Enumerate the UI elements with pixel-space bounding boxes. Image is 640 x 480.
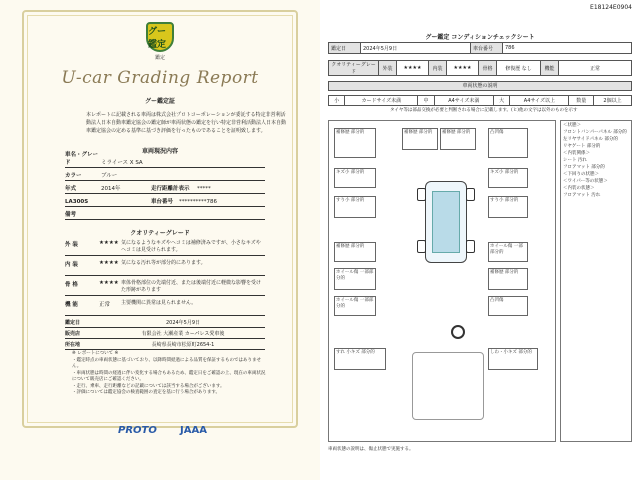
inspection-date-value: 2024年5月9日 (165, 320, 201, 326)
wheel-icon (417, 188, 426, 201)
grade-rating: ★★★★ (99, 240, 119, 246)
grade-label: 内 装 (65, 262, 78, 268)
diagram-note: ホイール傷 一部部分的 (334, 296, 376, 316)
diagram-note: 補修歴 部分的 (488, 268, 528, 290)
badge-text: グー鑑定 (148, 27, 167, 50)
certificate-subtitle: グー鑑定証 (144, 98, 175, 105)
report-notes (72, 351, 268, 397)
mileage-value: ***** (197, 186, 211, 192)
diagram-note: すれ 小キズ 部分的 (334, 348, 386, 370)
diagram-note: 凸凹傷 (488, 296, 528, 316)
condition-check-sheet (320, 0, 640, 480)
steering-wheel-icon (451, 325, 465, 339)
note-item: ・鑑定時点の車両状態に基づいており、以降時間経過による品質を保証するものではありません。 (72, 357, 261, 369)
size-legend-table (328, 95, 632, 106)
size-cell: 2個以上 (594, 96, 632, 106)
address-row (65, 340, 265, 350)
size-cell: A4サイズ以上 (510, 96, 569, 106)
year-label: 年式 (65, 186, 77, 192)
grade-note: 車体骨格部位の先端付近、または後端付近に軽微な影響を受けた形跡があります (121, 280, 262, 293)
grade-label: 機 能 (65, 302, 78, 308)
grade-rating: ★★★★ (99, 280, 119, 286)
sheet-chassis-value: 786 (503, 43, 632, 54)
condition-note: シート 汚れ (563, 158, 587, 163)
jaaa-logo: JAAA (180, 425, 207, 436)
report-title: U-car Grading Report (61, 68, 259, 88)
grade-rating: 正常 (99, 302, 111, 308)
quality-grade-table (328, 60, 632, 76)
grade-row-interior (65, 258, 265, 276)
proto-logo: PROTO (118, 425, 157, 436)
note-item: ・評価については鑑定協会の検査範囲の査定を基に行う場合があります。 (72, 390, 221, 395)
remarks-row (65, 208, 265, 220)
sheet-footer: 車両状態の説明は、傷止状態で実施する。 (328, 447, 414, 452)
wheel-icon (417, 240, 426, 253)
function-value: 正常 (559, 61, 632, 76)
diagram-note: すり小 部分的 (488, 196, 528, 218)
grade-rating: ★★★★ (99, 260, 119, 266)
diagram-note: ホイール傷 一部部分的 (488, 242, 528, 262)
quality-section-title: クオリティーグレード (130, 230, 190, 237)
diagram-note: 補修歴 部分的 (334, 242, 376, 262)
shop-label: 販売店 (65, 331, 81, 337)
note-item: ・車両状態は時間の経過に伴い変化する場合もあるため、鑑定日をご確認の上、現在の車両状況について販売店にご確認ください。 (72, 370, 266, 382)
quality-grade-label: クオリティーグレード (329, 61, 379, 76)
year-row (65, 182, 265, 194)
interior-rating: ★★★★ (447, 61, 479, 76)
condition-note: ＜状態＞ (563, 123, 581, 128)
car-interior-view-icon (412, 352, 484, 420)
grade-note: 主要機関に異常は見られません。 (121, 300, 197, 306)
size-cell: 小 (329, 96, 345, 106)
vehicle-section-title: 車両現況内容 (141, 148, 178, 155)
diagram-note: 凸凹傷 (488, 128, 528, 158)
color-row (65, 169, 265, 181)
condition-note: ＜内装関係＞ (563, 151, 590, 156)
size-cell: 中 (418, 96, 434, 106)
condition-note: フロアマット 汚れ (563, 193, 601, 198)
diagram-note: キズ小 部分的 (488, 168, 528, 188)
vehicle-name-row (65, 152, 265, 168)
condition-notes-column (560, 120, 632, 442)
notes-title: ※ レポートについて ※ (72, 351, 119, 356)
color-value: ブルー (101, 173, 118, 179)
model-row (65, 195, 265, 207)
grade-row-exterior (65, 238, 265, 256)
wheel-icon (466, 240, 475, 253)
grade-row-frame (65, 278, 265, 296)
mileage-label: 走行距離計表示 (151, 186, 190, 192)
year-value: 2014年 (101, 186, 121, 192)
wheel-icon (466, 188, 475, 201)
condition-note: ＜ワイパー等の状態＞ (563, 179, 608, 184)
grade-label: 骨 格 (65, 282, 78, 288)
size-cell: A4サイズ未満 (434, 96, 493, 106)
legend-title: 車両状態の説明 (328, 81, 632, 91)
color-label: カラー (65, 173, 82, 179)
remarks-label: 備考 (65, 212, 77, 218)
vehicle-name-value: ミライース X SA (101, 160, 143, 166)
shop-value: 有限会社 大瀬産業 カーパレス愛車後 (141, 331, 225, 337)
sheet-header-table (328, 42, 632, 54)
certificate-intro: 本レポートに記載される車両は株式会社プロトコーポレーションが委託する特定非営利活動法人日本自動車鑑定協会の鑑定師が車両状態の鑑定を行い特定非営利活動法人日本自動車鑑定協会の定める基準に基づき評価を行ったものであることを証明致します。 (86, 112, 287, 134)
sheet-date-label: 鑑定日 (329, 43, 361, 54)
shop-row (65, 329, 265, 339)
diagram-note: 補修歴 部分的 (334, 128, 376, 158)
condition-note: ＜内装の状態＞ (563, 186, 595, 191)
exterior-rating: ★★★★ (397, 61, 429, 76)
function-label: 機能 (541, 61, 559, 76)
diagram-note: しわ・小キズ 部分的 (488, 348, 538, 370)
address-label: 所在地 (65, 342, 81, 348)
sheet-chassis-label: 車台番号 (471, 43, 503, 54)
diagram-note: ホイール傷 一部部分的 (334, 268, 376, 290)
condition-note: リヤゲート 部分的 (563, 144, 601, 149)
frame-value: 修復歴 なし (497, 61, 541, 76)
size-cell: 大 (493, 96, 509, 106)
exterior-label: 外装 (379, 61, 397, 76)
chassis-label: 車台番号 (151, 199, 174, 205)
badge-caption: 鑑定 (154, 55, 165, 61)
condition-note: フロントバンパーパネル 部分的 (563, 130, 627, 135)
vehicle-name-label: 車名・グレード (65, 152, 99, 166)
frame-label: 骨格 (479, 61, 497, 76)
inspection-date-row (65, 318, 265, 328)
size-cell: 数量 (569, 96, 594, 106)
grade-label: 外 装 (65, 242, 78, 248)
interior-label: 内装 (429, 61, 447, 76)
condition-note: フロアマット 部分的 (563, 165, 605, 170)
sheet-title: グー鑑定 コンディションチェックシート (425, 34, 535, 41)
goo-kantei-badge-icon (146, 22, 174, 52)
sheet-date-value: 2024年5月9日 (361, 43, 471, 54)
legend-note: タイヤ等は部品交換が必要と判断される場合に記載します。(ヒ)他の文字は以外のものを示す (390, 108, 578, 113)
grade-note: 気になるようなキズやヘコミは補修済みですが、小さなキズやヘコミは見受けられます。 (121, 240, 261, 253)
diagram-note: すり小 部分的 (334, 196, 376, 218)
note-item: ・走行、乗車、走行距離などの記載については該当する場合がございます。 (72, 383, 225, 389)
diagram-note: 補修歴 部分的 (402, 128, 438, 150)
size-cell: カードサイズ未満 (345, 96, 418, 106)
condition-note: ＜下回りの状態＞ (563, 172, 599, 177)
address-value: 長崎県長崎市松原町2654-1 (151, 342, 215, 348)
grade-row-function (65, 298, 265, 316)
diagram-note: キズ小 部分的 (334, 168, 376, 188)
condition-note: 左リヤサイドパネル 部分的 (563, 137, 618, 142)
diagram-note: 補修歴 部分的 (440, 128, 476, 150)
model-code: LA300S (65, 199, 89, 205)
inspection-date-label: 鑑定日 (65, 320, 81, 326)
chassis-value: **********786 (179, 199, 217, 205)
sheet-code: E18124E0904 (590, 4, 632, 11)
grade-note: 気になる汚れ等が部分的にあります。 (121, 260, 206, 266)
car-windshield (432, 191, 460, 253)
